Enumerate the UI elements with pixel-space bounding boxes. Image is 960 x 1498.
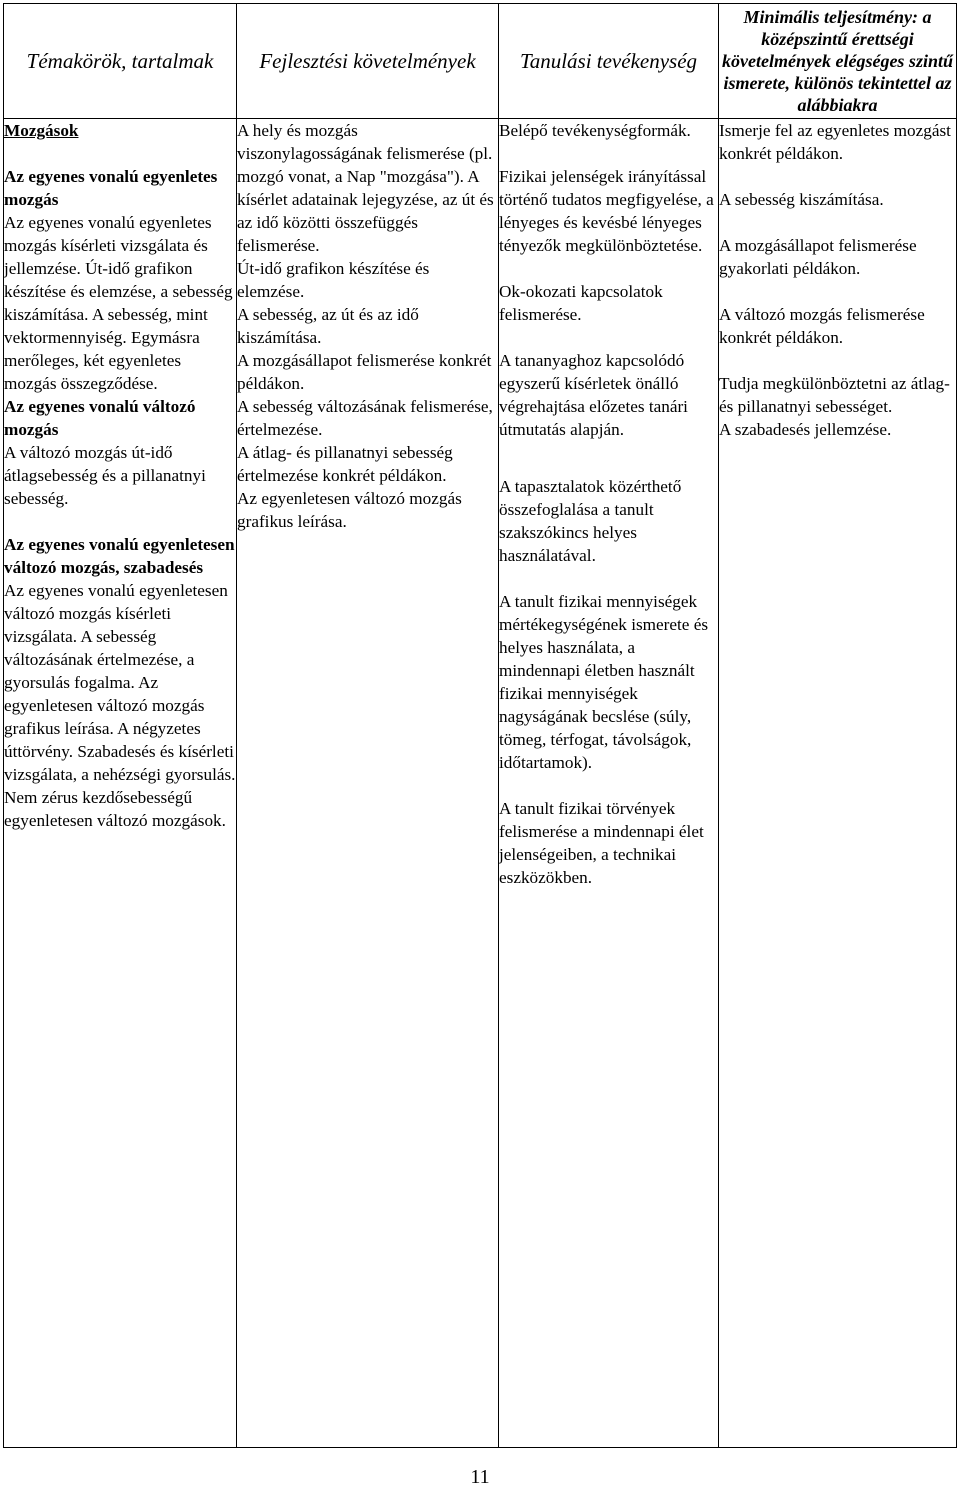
topic-body: Az egyenes vonalú egyenletes mozgás kísérleti vizsgálata és jellemzése. Út-idő grafikon készítése és elemzése, a sebesség kiszámítása. A sebesség, mint vektormennyiség. Egymásra merőleges, két egyenletes mozgás összegződése. (4, 213, 233, 393)
topic-title: Az egyenes vonalú egyenletesen változó mozgás, szabadesés (4, 535, 235, 577)
requirement-text: A sebesség, az út és az idő kiszámítása. (237, 305, 419, 347)
minimum-text: Tudja megkülönböztetni az átlag- és pillanatnyi sebességet. (719, 374, 950, 416)
requirement-text: A sebesség változásának felismerése, értelmezése. (237, 397, 493, 439)
topic-title: Az egyenes vonalú egyenletes mozgás (4, 167, 218, 209)
minimum-text: A változó mozgás felismerése konkrét példákon. (719, 305, 925, 347)
minimum-text: A mozgásállapot felismerése gyakorlati példákon. (719, 236, 917, 278)
activity-text: A tanult fizikai mennyiségek mértékegységének ismerete és helyes használata, a mindennapi életben használt fizikai mennyiségek nagyságának becslése (súly, tömeg, térfogat, távolságok, időtartamok). (499, 592, 709, 772)
requirement-text: A mozgásállapot felismerése konkrét példákon. (237, 351, 492, 393)
requirement-text: A átlag- és pillanatnyi sebesség értelmezése konkrét példákon. (237, 443, 453, 485)
curriculum-table (3, 3, 957, 1448)
section-title: Mozgások (4, 121, 79, 140)
topic-body: Az egyenes vonalú egyenletesen változó mozgás kísérleti vizsgálata. A sebesség változásának értelmezése, a gyorsulás fogalma. Az egyenletesen változó mozgás grafikus leírása. A négyzetes úttörvény. Szabadesés és kísérleti vizsgálata, a nehézségi gyorsulás. Nem zérus kezdősebességű egyenletesen változó mozgások. (4, 581, 236, 830)
minimum-text: A szabadesés jellemzése. (719, 420, 892, 439)
header-minimum: Minimális teljesítmény: a középszintű érettségi követelmények elégséges szintű ismerete, különös tekintettel az alábbiakra (719, 4, 957, 119)
topics-cell (4, 119, 237, 1448)
minimum-text: Ismerje fel az egyenletes mozgást konkrét példákon. (719, 121, 951, 163)
requirement-text: Az egyenletesen változó mozgás grafikus leírása. (237, 489, 462, 531)
requirement-text: Út-idő grafikon készítése és elemzése. (237, 259, 430, 301)
requirement-text: A hely és mozgás viszonylagosságának felismerése (pl. mozgó vonat, a Nap "mozgása"). A kísérlet adatainak lejegyzése, az út és az idő közötti összefüggés felismerése. (237, 121, 494, 255)
activities-cell (499, 119, 719, 1448)
minimum-text: A sebesség kiszámítása. (719, 190, 884, 209)
activity-text: A tananyaghoz kapcsolódó egyszerű kísérletek önálló végrehajtása előzetes tanári útmutatás alapján. (499, 351, 688, 439)
topic-body: A változó mozgás út-idő átlagsebesség és a pillanatnyi sebesség. (4, 443, 206, 508)
activity-text: Fizikai jelenségek irányítással történő tudatos megfigyelése, a lényeges és kevésbé lényeges tényezők megkülönböztetése. (499, 167, 714, 255)
activity-text: Belépő tevékenységformák. (499, 121, 691, 140)
header-requirements: Fejlesztési követelmények (237, 4, 499, 119)
activity-text: A tanult fizikai törvények felismerése a mindennapi élet jelenségeiben, a technikai eszközökben. (499, 799, 704, 887)
activity-text: A tapasztalatok közérthető összefoglalása a tanult szakszókincs helyes használatával. (499, 477, 682, 565)
header-activities: Tanulási tevékenység (499, 4, 719, 119)
page-number: 11 (470, 1466, 490, 1488)
header-topics: Témakörök, tartalmak (4, 4, 237, 119)
topic-title: Az egyenes vonalú változó mozgás (4, 397, 196, 439)
minimum-cell (719, 119, 957, 1448)
requirements-cell (237, 119, 499, 1448)
activity-text: Ok-okozati kapcsolatok felismerése. (499, 282, 663, 324)
